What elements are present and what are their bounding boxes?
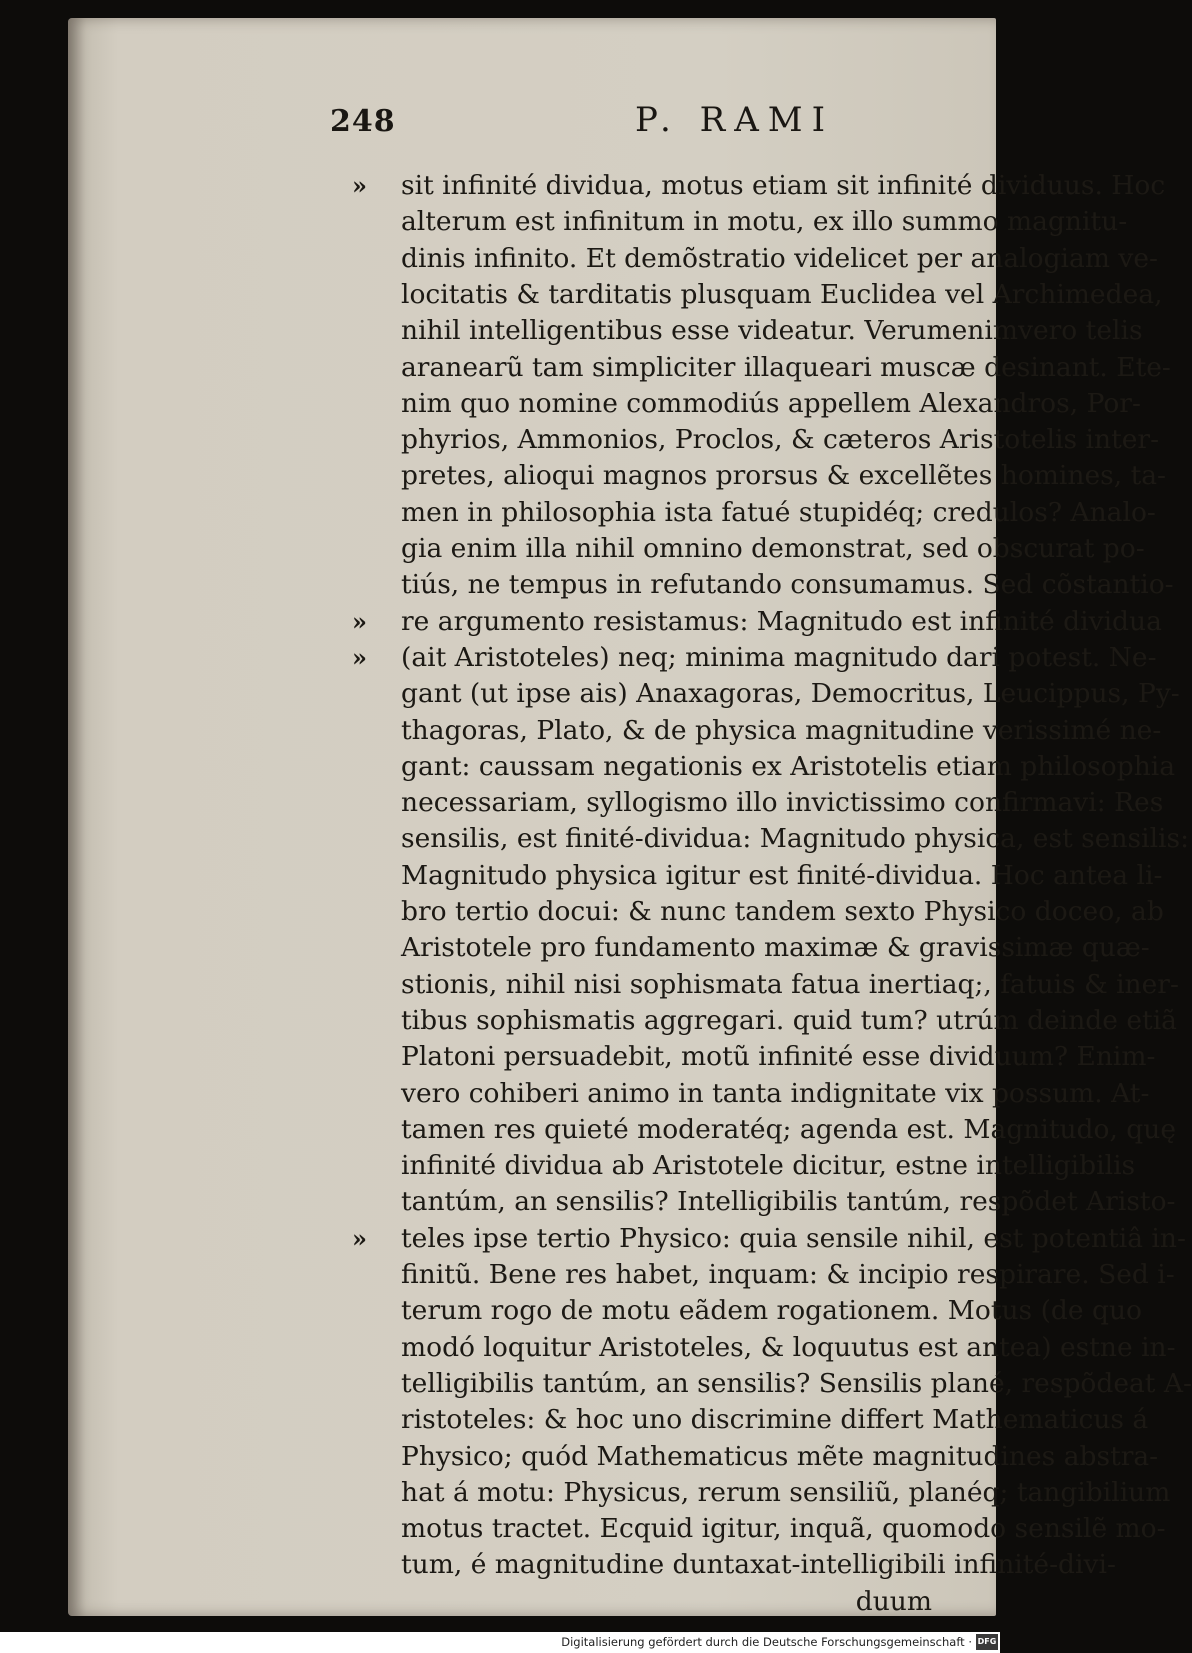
line-text: motus tractet. Ecquid igitur, inquã, quomodo sensilẽ mo- (401, 1513, 1166, 1545)
text-line (68, 676, 1180, 712)
text-line (68, 204, 1128, 240)
text-line (68, 1221, 1186, 1257)
text-line (68, 1293, 1142, 1329)
line-text: (ait Aristoteles) neq; minima magnitudo dari potest. Ne- (401, 641, 1157, 673)
line-text: pretes, alioqui magnos prorsus & excellẽtes homines, ta- (401, 460, 1166, 492)
text-line (68, 495, 1156, 531)
text-line (68, 168, 1166, 204)
text-line (68, 458, 1166, 494)
text-line (68, 1439, 1159, 1475)
line-text: necessariam, syllogismo illo invictissimo confirmavi: Res (401, 787, 1164, 819)
text-line (68, 640, 1157, 676)
line-text: gant (ut ipse ais) Anaxagoras, Democritus, Leucippus, Py- (401, 678, 1180, 710)
line-text: duum (855, 1585, 932, 1617)
line-text: tiús, ne tempus in refutando consumamus. Sed cõstantio- (401, 569, 1174, 601)
book-page (68, 18, 1192, 1617)
page-number: 248 (330, 104, 396, 139)
line-text: Platoni persuadebit, motũ infinité esse dividuum? Enim- (401, 1041, 1156, 1073)
line-text: stionis, nihil nisi sophismata fatua inertiaq;, fatuis & iner- (401, 968, 1179, 1000)
digitization-footer (0, 1632, 1000, 1653)
line-text: sit infinité dividua, motus etiam sit infinité dividuus. Hoc (401, 170, 1166, 201)
text-line (68, 749, 1176, 785)
line-text: alterum est infinitum in motu, ex illo summo magnitu- (401, 206, 1128, 238)
line-text: hat á motu: Physicus, rerum sensiliũ, planéq; tangibilium (401, 1476, 1171, 1508)
text-line (68, 241, 1158, 277)
text-line (68, 1076, 1150, 1112)
quotation-marker: » (352, 171, 367, 200)
text-line (68, 277, 1163, 313)
line-text: phyrios, Ammonios, Proclos, & cæteros Aristotelis inter- (401, 424, 1160, 456)
line-text: re argumento resistamus: Magnitudo est infinité dividua (401, 605, 1162, 637)
text-line (68, 1148, 1136, 1184)
text-line (68, 1184, 1176, 1220)
line-text: nihil intelligentibus esse videatur. Verumenimvero telis (401, 315, 1143, 347)
line-text: gant: caussam negationis ex Aristotelis etiam philosophia (401, 750, 1176, 782)
text-line (68, 1366, 1192, 1402)
line-text: dinis infinito. Et demõstratio videlicet per analogiam ve- (401, 242, 1158, 274)
line-text: tibus sophismatis aggregari. quid tum? utrúm deinde etiã (401, 1004, 1177, 1036)
text-line (68, 1039, 1156, 1075)
line-text: finitũ. Bene res habet, inquam: & incipio respirare. Sed i- (401, 1259, 1175, 1290)
text-line (68, 1112, 1177, 1148)
line-text: tantúm, an sensilis? Intelligibilis tantúm, respõdet Aristo- (401, 1186, 1176, 1218)
line-text: locitatis & tarditatis plusquam Euclidea vel Archimedea, (401, 278, 1163, 310)
text-line (68, 1402, 1149, 1438)
dfg-logo: DFG (976, 1634, 998, 1650)
text-line (68, 313, 1143, 349)
line-text: infinité dividua ab Aristotele dicitur, estne intelligibilis (401, 1150, 1136, 1182)
text-line (68, 531, 1145, 567)
line-text: tamen res quieté moderatéq; agenda est. Magnitudo, quę (401, 1113, 1177, 1145)
quotation-marker: » (352, 1223, 367, 1253)
line-text: Aristotele pro fundamento maximæ & gravissimæ quæ- (401, 932, 1150, 964)
text-line (68, 567, 1174, 603)
text-line (68, 713, 1162, 749)
line-text: sensilis, est finité-dividua: Magnitudo physica, est sensilis: (401, 823, 1190, 855)
funding-credit: Digitalisierung gefördert durch die Deutsche Forschungsgemeinschaft · (561, 1635, 972, 1649)
line-text: bro tertio docui: & nunc tandem sexto Physico doceo, ab (401, 896, 1164, 927)
line-text: ristoteles: & hoc uno discrimine differt Mathematicus á (401, 1404, 1149, 1436)
page-header (68, 100, 996, 154)
line-text: tum, é magnitudine duntaxat-intelligibili infinité-divi- (401, 1549, 1116, 1581)
line-text: vero cohiberi animo in tanta indignitate vix possum. At- (401, 1077, 1150, 1109)
text-line (68, 1584, 996, 1620)
line-text: nim quo nomine commodiús appellem Alexandros, Por- (401, 387, 1141, 419)
text-line (68, 350, 1171, 386)
text-line (68, 967, 1179, 1003)
text-line (68, 894, 1164, 930)
line-text: teles ipse tertio Physico: quia sensile nihil, est potentiâ in- (401, 1222, 1186, 1254)
text-line (68, 1511, 1166, 1547)
text-line (68, 1257, 1175, 1293)
text-line (68, 821, 1190, 857)
line-text: modó loquitur Aristoteles, & loquutus est antea) estne in- (401, 1331, 1176, 1363)
text-line (68, 858, 1163, 894)
line-text: Physico; quód Mathematicus mẽte magnitudines abstra- (401, 1440, 1159, 1472)
text-line (68, 1330, 1176, 1366)
line-text: Magnitudo physica igitur est finité-dividua. Hoc antea li- (401, 859, 1163, 891)
text-line (68, 785, 1164, 821)
quotation-marker: » (352, 642, 367, 672)
text-line (68, 604, 1162, 640)
line-text: terum rogo de motu eãdem rogationem. Motus (de quo (401, 1295, 1142, 1327)
line-text: gia enim illa nihil omnino demonstrat, sed obscurat po- (401, 533, 1145, 564)
quotation-marker: » (352, 606, 367, 636)
line-text: thagoras, Plato, & de physica magnitudine verissimé ne- (401, 714, 1162, 746)
line-text: aranearũ tam simpliciter illaqueari muscæ desinant. Ete- (401, 351, 1171, 383)
line-text: men in philosophia ista fatué stupidéq; credulos? Analo- (401, 496, 1156, 528)
text-line (68, 422, 1160, 458)
line-text: telligibilis tantúm, an sensilis? Sensilis plané, respõdeat A- (401, 1367, 1192, 1399)
text-line (68, 1475, 1171, 1511)
text-line (68, 1003, 1177, 1039)
running-head: P. RAMI (635, 100, 834, 140)
text-line (68, 1547, 1116, 1583)
text-line (68, 386, 1141, 422)
text-line (68, 930, 1150, 966)
